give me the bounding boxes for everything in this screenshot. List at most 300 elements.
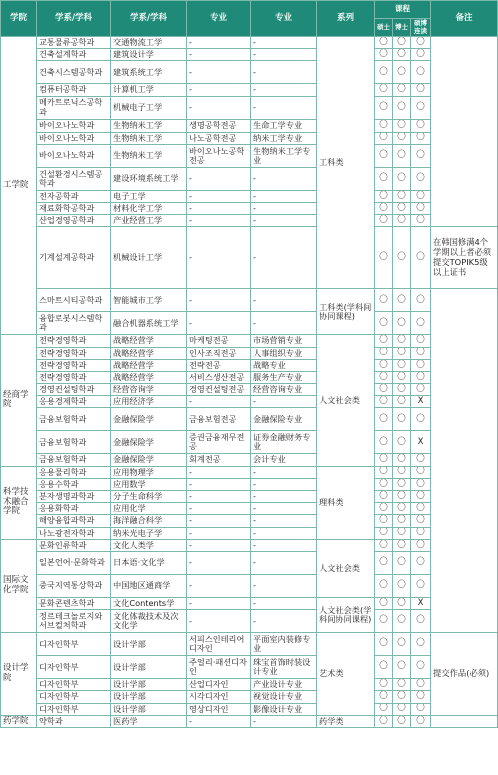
major-cn-cell: 平面室内装修专业 bbox=[251, 633, 317, 656]
phd-mark: 〇 bbox=[393, 574, 411, 597]
major-kr-cell: - bbox=[187, 96, 251, 119]
major-kr-cell: 전략전공 bbox=[187, 359, 251, 371]
master-mark: 〇 bbox=[375, 144, 393, 167]
master-mark: 〇 bbox=[375, 539, 393, 551]
phd-mark: 〇 bbox=[393, 227, 411, 289]
dept-cn-cell: 产业经营工学 bbox=[111, 215, 187, 227]
major-kr-cell: - bbox=[187, 312, 251, 335]
major-kr-cell: - bbox=[187, 503, 251, 515]
category-cell: 人文社会类 bbox=[317, 539, 375, 597]
dept-kr-cell: 건축설계학과 bbox=[37, 49, 111, 61]
master-mark: 〇 bbox=[375, 597, 393, 609]
major-kr-cell: 영상디자인 bbox=[187, 703, 251, 715]
dept-kr-cell: 중국지역통상학과 bbox=[37, 574, 111, 597]
major-kr-cell: 생명공학전공 bbox=[187, 119, 251, 132]
master-mark: 〇 bbox=[375, 691, 393, 703]
college-cell: 科学技术融合学院 bbox=[1, 466, 37, 539]
category-cell: 药学类 bbox=[317, 715, 375, 728]
dept-cn-cell: 战略经营学 bbox=[111, 335, 187, 347]
dept-kr-cell: 전략경영학과 bbox=[37, 335, 111, 347]
major-kr-cell: 바이오나노공학전공 bbox=[187, 144, 251, 167]
major-kr-cell: - bbox=[187, 539, 251, 551]
major-cn-cell: - bbox=[251, 597, 317, 609]
remarks-cell bbox=[431, 715, 498, 728]
phd-mark: 〇 bbox=[393, 491, 411, 503]
phd-mark: 〇 bbox=[393, 408, 411, 431]
dept-kr-cell: 경영컨설팅학과 bbox=[37, 384, 111, 396]
phd-mark: 〇 bbox=[393, 215, 411, 227]
master-mark: 〇 bbox=[375, 359, 393, 371]
phd-mark: 〇 bbox=[393, 527, 411, 539]
master-mark: 〇 bbox=[375, 215, 393, 227]
major-cn-cell: - bbox=[251, 49, 317, 61]
major-kr-cell: 마케팅전공 bbox=[187, 335, 251, 347]
college-cell: 经商学院 bbox=[1, 335, 37, 466]
dept-kr-cell: 산업경영공학과 bbox=[37, 215, 111, 227]
master-mark: 〇 bbox=[375, 289, 393, 312]
phd-mark: 〇 bbox=[393, 61, 411, 84]
phd-mark: 〇 bbox=[393, 96, 411, 119]
major-cn-cell: 生命工学专业 bbox=[251, 119, 317, 132]
dept-cn-cell: 经营咨询学 bbox=[111, 384, 187, 396]
phd-mark: 〇 bbox=[393, 359, 411, 371]
dept-cn-cell: 设计学部 bbox=[111, 679, 187, 691]
dept-kr-cell: 응용수학과 bbox=[37, 478, 111, 490]
combined-mark: X bbox=[411, 396, 431, 408]
combined-mark: 〇 bbox=[411, 574, 431, 597]
major-cn-cell: 战略专业 bbox=[251, 359, 317, 371]
phd-mark: 〇 bbox=[393, 371, 411, 383]
major-kr-cell: - bbox=[187, 478, 251, 490]
major-kr-cell: 주얼리·패션디자인 bbox=[187, 656, 251, 679]
combined-mark: 〇 bbox=[411, 491, 431, 503]
dept-cn-cell: 材料化学工学 bbox=[111, 202, 187, 214]
combined-mark: 〇 bbox=[411, 691, 431, 703]
major-cn-cell: - bbox=[251, 515, 317, 527]
phd-mark: 〇 bbox=[393, 539, 411, 551]
table-row bbox=[1, 715, 498, 728]
table-row bbox=[1, 227, 498, 289]
college-cell: 药学院 bbox=[1, 715, 37, 728]
combined-mark: 〇 bbox=[411, 227, 431, 289]
major-cn-cell: 珠宝首饰时装设计专业 bbox=[251, 656, 317, 679]
major-kr-cell: - bbox=[187, 202, 251, 214]
category-cell: 艺术类 bbox=[317, 633, 375, 716]
major-cn-cell: - bbox=[251, 167, 317, 190]
master-mark: 〇 bbox=[375, 96, 393, 119]
major-kr-cell: - bbox=[187, 551, 251, 574]
major-kr-cell: 인사조직전공 bbox=[187, 347, 251, 359]
table-row bbox=[1, 691, 498, 703]
table-row bbox=[1, 597, 498, 609]
dept-cn-cell: 设计学部 bbox=[111, 633, 187, 656]
combined-mark: X bbox=[411, 597, 431, 609]
major-cn-cell: - bbox=[251, 478, 317, 490]
category-cell: 工科类(学科间协同课程) bbox=[317, 289, 375, 335]
header-category: 系列 bbox=[317, 1, 375, 37]
combined-mark: 〇 bbox=[411, 359, 431, 371]
major-cn-cell: 生物纳米工学专业 bbox=[251, 144, 317, 167]
major-kr-cell: - bbox=[187, 610, 251, 633]
header-combined: 硕博连读 bbox=[411, 19, 431, 37]
major-cn-cell: 证券金融财务专业 bbox=[251, 431, 317, 454]
phd-mark: 〇 bbox=[393, 312, 411, 335]
dept-cn-cell: 机械设计工学 bbox=[111, 227, 187, 289]
major-cn-cell: - bbox=[251, 37, 317, 49]
major-kr-cell: - bbox=[187, 190, 251, 202]
dept-cn-cell: 机械电子工学 bbox=[111, 96, 187, 119]
table-row bbox=[1, 491, 498, 503]
major-kr-cell: - bbox=[187, 396, 251, 408]
table-row bbox=[1, 703, 498, 715]
dept-cn-cell: 纳米光电子学 bbox=[111, 527, 187, 539]
major-cn-cell: - bbox=[251, 396, 317, 408]
table-row bbox=[1, 132, 498, 144]
dept-cn-cell: 建筑系统工学 bbox=[111, 61, 187, 84]
remarks-cell bbox=[431, 37, 498, 227]
table-row bbox=[1, 408, 498, 431]
header-program: 课程 bbox=[375, 1, 431, 19]
major-kr-cell: - bbox=[187, 527, 251, 539]
major-cn-cell: 市场营销专业 bbox=[251, 335, 317, 347]
phd-mark: 〇 bbox=[393, 466, 411, 478]
table-row bbox=[1, 37, 498, 49]
table-row bbox=[1, 527, 498, 539]
major-cn-cell: - bbox=[251, 551, 317, 574]
table-row bbox=[1, 215, 498, 227]
phd-mark: 〇 bbox=[393, 610, 411, 633]
major-kr-cell: - bbox=[187, 49, 251, 61]
dept-kr-cell: 전략경영학과 bbox=[37, 371, 111, 383]
major-kr-cell: - bbox=[187, 61, 251, 84]
major-cn-cell: - bbox=[251, 503, 317, 515]
master-mark: 〇 bbox=[375, 84, 393, 96]
dept-cn-cell: 应用化学 bbox=[111, 503, 187, 515]
table-row bbox=[1, 539, 498, 551]
dept-cn-cell: 融合机器系统工学 bbox=[111, 312, 187, 335]
major-cn-cell: 视觉设计专业 bbox=[251, 691, 317, 703]
table-row bbox=[1, 190, 498, 202]
combined-mark: 〇 bbox=[411, 312, 431, 335]
combined-mark: 〇 bbox=[411, 49, 431, 61]
phd-mark: 〇 bbox=[393, 335, 411, 347]
combined-mark: 〇 bbox=[411, 551, 431, 574]
table-row bbox=[1, 679, 498, 691]
master-mark: 〇 bbox=[375, 61, 393, 84]
table-row bbox=[1, 633, 498, 656]
master-mark: 〇 bbox=[375, 202, 393, 214]
combined-mark: 〇 bbox=[411, 539, 431, 551]
dept-kr-cell: 약학과 bbox=[37, 715, 111, 728]
table-row bbox=[1, 202, 498, 214]
major-kr-cell: - bbox=[187, 215, 251, 227]
dept-kr-cell: 문화인류학과 bbox=[37, 539, 111, 551]
master-mark: 〇 bbox=[375, 119, 393, 132]
master-mark: 〇 bbox=[375, 384, 393, 396]
dept-cn-cell: 建设环境系统工学 bbox=[111, 167, 187, 190]
dept-cn-cell: 计算机工学 bbox=[111, 84, 187, 96]
combined-mark: 〇 bbox=[411, 503, 431, 515]
phd-mark: 〇 bbox=[393, 132, 411, 144]
combined-mark: 〇 bbox=[411, 656, 431, 679]
phd-mark: 〇 bbox=[393, 37, 411, 49]
dept-kr-cell: 금융보험학과 bbox=[37, 408, 111, 431]
major-cn-cell: - bbox=[251, 574, 317, 597]
master-mark: 〇 bbox=[375, 408, 393, 431]
table-row bbox=[1, 119, 498, 132]
dept-cn-cell: 分子生命科学 bbox=[111, 491, 187, 503]
dept-kr-cell: 디자인학부 bbox=[37, 656, 111, 679]
major-kr-cell: 시각디자인 bbox=[187, 691, 251, 703]
table-row bbox=[1, 359, 498, 371]
phd-mark: 〇 bbox=[393, 515, 411, 527]
dept-cn-cell: 日本语·文化学 bbox=[111, 551, 187, 574]
table-row bbox=[1, 466, 498, 478]
major-kr-cell: - bbox=[187, 227, 251, 289]
dept-cn-cell: 设计学部 bbox=[111, 656, 187, 679]
combined-mark: 〇 bbox=[411, 96, 431, 119]
master-mark: 〇 bbox=[375, 347, 393, 359]
master-mark: 〇 bbox=[375, 227, 393, 289]
major-kr-cell: 산업디자인 bbox=[187, 679, 251, 691]
combined-mark: 〇 bbox=[411, 84, 431, 96]
header-major-kr: 专业 bbox=[187, 1, 251, 37]
major-cn-cell: - bbox=[251, 190, 317, 202]
phd-mark: 〇 bbox=[393, 691, 411, 703]
major-cn-cell: - bbox=[251, 227, 317, 289]
major-cn-cell: - bbox=[251, 202, 317, 214]
combined-mark: 〇 bbox=[411, 190, 431, 202]
major-kr-cell: 서피스인테리어디자인 bbox=[187, 633, 251, 656]
master-mark: 〇 bbox=[375, 515, 393, 527]
phd-mark: 〇 bbox=[393, 551, 411, 574]
dept-cn-cell: 智能城市工学 bbox=[111, 289, 187, 312]
combined-mark: 〇 bbox=[411, 215, 431, 227]
college-cell: 设计学院 bbox=[1, 633, 37, 716]
major-kr-cell: - bbox=[187, 574, 251, 597]
dept-kr-cell: 재료화학공학과 bbox=[37, 202, 111, 214]
dept-kr-cell: 문화콘텐츠학과 bbox=[37, 597, 111, 609]
combined-mark: 〇 bbox=[411, 633, 431, 656]
table-row bbox=[1, 167, 498, 190]
combined-mark: 〇 bbox=[411, 527, 431, 539]
table-row bbox=[1, 551, 498, 574]
master-mark: 〇 bbox=[375, 478, 393, 490]
master-mark: 〇 bbox=[375, 679, 393, 691]
major-kr-cell: - bbox=[187, 84, 251, 96]
combined-mark: 〇 bbox=[411, 466, 431, 478]
major-kr-cell: - bbox=[187, 597, 251, 609]
master-mark: 〇 bbox=[375, 190, 393, 202]
dept-cn-cell: 设计学部 bbox=[111, 691, 187, 703]
header-college: 学院 bbox=[1, 1, 37, 37]
table-row bbox=[1, 454, 498, 466]
master-mark: 〇 bbox=[375, 335, 393, 347]
dept-kr-cell: 정르테크놀로지와 서브컬처학과 bbox=[37, 610, 111, 633]
combined-mark: 〇 bbox=[411, 335, 431, 347]
table-row bbox=[1, 431, 498, 454]
dept-kr-cell: 융합로봇시스템학과 bbox=[37, 312, 111, 335]
table-body bbox=[1, 37, 498, 728]
college-cell: 工学院 bbox=[1, 37, 37, 335]
master-mark: 〇 bbox=[375, 396, 393, 408]
master-mark: 〇 bbox=[375, 703, 393, 715]
dept-kr-cell: 해양융합과학과 bbox=[37, 515, 111, 527]
combined-mark: 〇 bbox=[411, 132, 431, 144]
major-kr-cell: - bbox=[187, 167, 251, 190]
phd-mark: 〇 bbox=[393, 431, 411, 454]
combined-mark: 〇 bbox=[411, 715, 431, 728]
master-mark: 〇 bbox=[375, 491, 393, 503]
major-cn-cell: 经营咨询专业 bbox=[251, 384, 317, 396]
master-mark: 〇 bbox=[375, 466, 393, 478]
remarks-cell bbox=[431, 289, 498, 633]
major-cn-cell: - bbox=[251, 715, 317, 728]
dept-kr-cell: 응용물리학과 bbox=[37, 466, 111, 478]
phd-mark: 〇 bbox=[393, 503, 411, 515]
major-cn-cell: 纳米工学专业 bbox=[251, 132, 317, 144]
master-mark: 〇 bbox=[375, 312, 393, 335]
phd-mark: 〇 bbox=[393, 167, 411, 190]
major-cn-cell: - bbox=[251, 527, 317, 539]
remarks-cell: 提交作品(必须) bbox=[431, 633, 498, 716]
table-row bbox=[1, 96, 498, 119]
dept-kr-cell: 스마트시티공학과 bbox=[37, 289, 111, 312]
major-kr-cell: - bbox=[187, 37, 251, 49]
header-master: 硕士 bbox=[375, 19, 393, 37]
dept-kr-cell: 응용경제학과 bbox=[37, 396, 111, 408]
dept-cn-cell: 建筑设计学 bbox=[111, 49, 187, 61]
dept-kr-cell: 바이오나노학과 bbox=[37, 144, 111, 167]
major-cn-cell: 会计专业 bbox=[251, 454, 317, 466]
dept-cn-cell: 战略经营学 bbox=[111, 371, 187, 383]
dept-cn-cell: 文化体裁技术及次文化学 bbox=[111, 610, 187, 633]
dept-kr-cell: 나노광전자학과 bbox=[37, 527, 111, 539]
header-major-cn: 专业 bbox=[251, 1, 317, 37]
dept-cn-cell: 应用经济学 bbox=[111, 396, 187, 408]
major-kr-cell: - bbox=[187, 715, 251, 728]
phd-mark: 〇 bbox=[393, 49, 411, 61]
combined-mark: 〇 bbox=[411, 119, 431, 132]
combined-mark: 〇 bbox=[411, 478, 431, 490]
header-dept-cn: 学系/学科 bbox=[111, 1, 187, 37]
combined-mark: 〇 bbox=[411, 454, 431, 466]
combined-mark: 〇 bbox=[411, 347, 431, 359]
dept-cn-cell: 应用物理学 bbox=[111, 466, 187, 478]
combined-mark: 〇 bbox=[411, 167, 431, 190]
dept-kr-cell: 전략경영학과 bbox=[37, 359, 111, 371]
remarks-cell: 在韩国修满4个学期以上者必须提交TOPIK5级以上证书 bbox=[431, 227, 498, 289]
master-mark: 〇 bbox=[375, 371, 393, 383]
dept-kr-cell: 컴퓨터공학과 bbox=[37, 84, 111, 96]
dept-kr-cell: 건설환경시스템공학과 bbox=[37, 167, 111, 190]
master-mark: 〇 bbox=[375, 527, 393, 539]
major-cn-cell: - bbox=[251, 215, 317, 227]
dept-cn-cell: 金融保险学 bbox=[111, 408, 187, 431]
table-row bbox=[1, 515, 498, 527]
dept-cn-cell: 设计学部 bbox=[111, 703, 187, 715]
phd-mark: 〇 bbox=[393, 144, 411, 167]
dept-cn-cell: 生物纳米工学 bbox=[111, 119, 187, 132]
combined-mark: 〇 bbox=[411, 61, 431, 84]
major-cn-cell: 产业设计专业 bbox=[251, 679, 317, 691]
table-row bbox=[1, 656, 498, 679]
dept-kr-cell: 전자공학과 bbox=[37, 190, 111, 202]
major-cn-cell: - bbox=[251, 312, 317, 335]
category-cell: 理科类 bbox=[317, 466, 375, 539]
master-mark: 〇 bbox=[375, 715, 393, 728]
dept-kr-cell: 바이오나노학과 bbox=[37, 119, 111, 132]
college-cell: 国际文化学院 bbox=[1, 539, 37, 632]
major-cn-cell: 金融保险专业 bbox=[251, 408, 317, 431]
dept-kr-cell: 기계설계공학과 bbox=[37, 227, 111, 289]
major-kr-cell: 경영컨설팅전공 bbox=[187, 384, 251, 396]
master-mark: 〇 bbox=[375, 454, 393, 466]
master-mark: 〇 bbox=[375, 574, 393, 597]
table-row bbox=[1, 289, 498, 312]
master-mark: 〇 bbox=[375, 431, 393, 454]
master-mark: 〇 bbox=[375, 132, 393, 144]
major-kr-cell: 회계전공 bbox=[187, 454, 251, 466]
major-kr-cell: 증권금융재무전공 bbox=[187, 431, 251, 454]
dept-kr-cell: 디자인학부 bbox=[37, 679, 111, 691]
header-dept-kr: 学系/学科 bbox=[37, 1, 111, 37]
dept-cn-cell: 海洋融合科学 bbox=[111, 515, 187, 527]
phd-mark: 〇 bbox=[393, 656, 411, 679]
dept-kr-cell: 교통물류공학과 bbox=[37, 37, 111, 49]
phd-mark: 〇 bbox=[393, 84, 411, 96]
dept-cn-cell: 生物纳米工学 bbox=[111, 144, 187, 167]
table-row bbox=[1, 396, 498, 408]
dept-kr-cell: 응용화학과 bbox=[37, 503, 111, 515]
major-cn-cell: - bbox=[251, 96, 317, 119]
dept-kr-cell: 일본언어·문화학과 bbox=[37, 551, 111, 574]
dept-cn-cell: 文化Contents学 bbox=[111, 597, 187, 609]
dept-kr-cell: 디자인학부 bbox=[37, 691, 111, 703]
phd-mark: 〇 bbox=[393, 703, 411, 715]
major-cn-cell: - bbox=[251, 289, 317, 312]
major-kr-cell: - bbox=[187, 515, 251, 527]
table-row bbox=[1, 610, 498, 633]
dept-cn-cell: 生物纳米工学 bbox=[111, 132, 187, 144]
dept-kr-cell: 전략경영학과 bbox=[37, 347, 111, 359]
combined-mark: 〇 bbox=[411, 679, 431, 691]
master-mark: 〇 bbox=[375, 37, 393, 49]
phd-mark: 〇 bbox=[393, 289, 411, 312]
dept-cn-cell: 电子工学 bbox=[111, 190, 187, 202]
phd-mark: 〇 bbox=[393, 679, 411, 691]
dept-kr-cell: 디자인학부 bbox=[37, 633, 111, 656]
header-remarks: 备注 bbox=[431, 1, 498, 37]
dept-cn-cell: 应用数学 bbox=[111, 478, 187, 490]
combined-mark: 〇 bbox=[411, 289, 431, 312]
combined-mark: 〇 bbox=[411, 202, 431, 214]
phd-mark: 〇 bbox=[393, 454, 411, 466]
table-row bbox=[1, 384, 498, 396]
master-mark: 〇 bbox=[375, 656, 393, 679]
dept-cn-cell: 战略经营学 bbox=[111, 359, 187, 371]
dept-cn-cell: 医药学 bbox=[111, 715, 187, 728]
master-mark: 〇 bbox=[375, 167, 393, 190]
dept-kr-cell: 건축시스템공학과 bbox=[37, 61, 111, 84]
dept-cn-cell: 交通物流工学 bbox=[111, 37, 187, 49]
major-cn-cell: 服务生产专业 bbox=[251, 371, 317, 383]
table-row bbox=[1, 312, 498, 335]
combined-mark: 〇 bbox=[411, 515, 431, 527]
dept-kr-cell: 금융보험학과 bbox=[37, 431, 111, 454]
table-row bbox=[1, 49, 498, 61]
category-cell: 工科类 bbox=[317, 37, 375, 289]
